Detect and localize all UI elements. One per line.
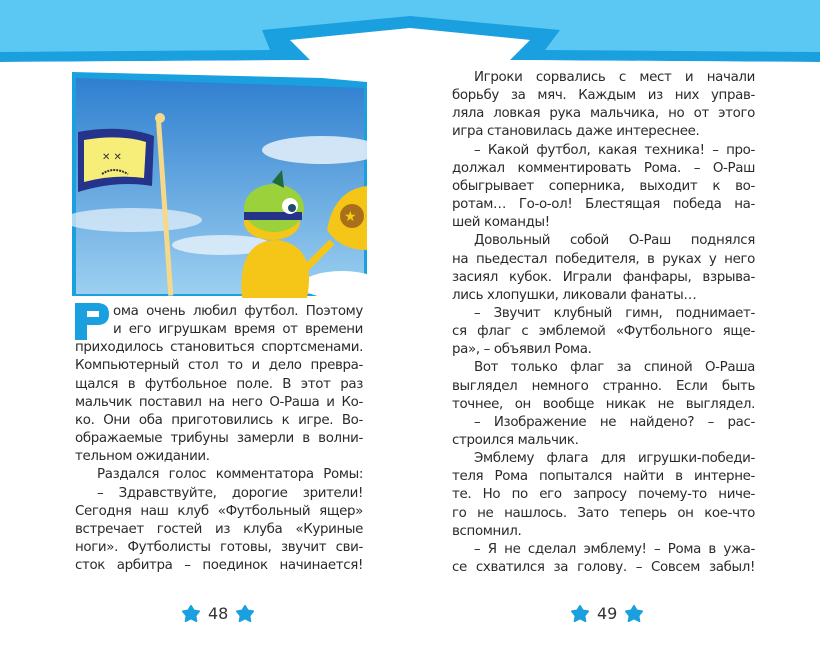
text-line: ображаемые трибуны замерли в волни-: [75, 431, 363, 447]
text-line: теля Рома попытался найти в интерне-: [452, 469, 755, 485]
text-line: щался в футбольное поле. В этот раз: [75, 376, 363, 392]
text-line: точнее, он вообще никак не выглядел.: [452, 396, 755, 412]
svg-text:★: ★: [344, 209, 357, 225]
text-line: – Звучит клубный гимн, поднимает-: [474, 305, 755, 321]
text-line: се схватился за голову. – Совсем забыл!: [452, 560, 755, 576]
text-line: мальчик поставил на него О-Раша и Ко-: [75, 394, 363, 410]
flower-icon: [236, 605, 254, 623]
text-line: засиял кубок. Играли фанфары, взрыва-: [452, 269, 755, 285]
page-number: 48: [208, 604, 229, 623]
text-line: Раздался голос комментатора Ромы:: [97, 467, 363, 483]
text-line: игра становилась даже интереснее.: [452, 124, 700, 140]
text-line: ляла ловкая рука мальчика, но от этого: [452, 106, 755, 122]
text-line: строился мальчик.: [452, 433, 579, 448]
text-line: тельном ожидании.: [75, 449, 210, 465]
text-line: лись хлопушки, ликовали фанаты…: [452, 287, 697, 303]
text-line: встречает гостей из клуба «Куриные: [75, 521, 363, 537]
text-line: – Здравствуйте, дорогие зрители!: [97, 485, 363, 501]
text-line: Вот только флаг за спиной О-Раша: [474, 360, 755, 376]
text-line: обыгрывает соперника, выходит к во-: [452, 178, 755, 194]
flower-icon: [625, 605, 643, 623]
text-line: ра», – объявил Рома.: [452, 342, 592, 358]
text-line: выглядел немного странно. Если быть: [452, 378, 755, 394]
flag-sad-face: [78, 129, 154, 192]
drop-cap: [75, 303, 109, 340]
text-line: го не нашлось. Зато теперь он кое-что: [452, 505, 755, 521]
text-line: вспомнил.: [452, 523, 522, 539]
flower-icon: [571, 605, 589, 623]
page-number: 49: [597, 604, 618, 623]
text-line: те. Но по его запросу почему-то ниче-: [452, 487, 755, 503]
text-line: Довольный собой О-Раш поднялся: [474, 233, 755, 249]
text-line: сток арбитра – поединок начинается!: [75, 558, 363, 574]
text-line: должал комментировать Рома. – О-Раш: [452, 160, 755, 176]
text-line: шей команды!: [452, 215, 550, 231]
flower-icon: [182, 605, 200, 623]
text-line: ко. Они оба приготовились к игре. Во-: [75, 412, 363, 428]
page-number-left: [182, 604, 254, 623]
text-line: Игроки сорвались с мест и начали: [474, 70, 755, 85]
text-line: ся флаг с эмблемой «Футбольного яще-: [452, 324, 755, 340]
text-line: Сегодня наш клуб «Футбольный ящер»: [75, 503, 363, 519]
text-line: борьбу за мяч. Каждым из них управ-: [452, 88, 755, 104]
text-line: – Изображение не найдено? – рас-: [474, 414, 755, 430]
svg-text:✕ ✕: ✕ ✕: [102, 152, 122, 163]
text-line: ротам… Го-о-ол! Блестящая победа на-: [452, 197, 755, 213]
text-line: и его игрушкам время от времени: [113, 322, 363, 338]
text-line: Эмблему флага для игрушки-победи-: [474, 451, 755, 467]
illustration: [72, 70, 367, 298]
page-number-right: [571, 604, 643, 623]
text-line: на пьедестал победителя, в руках у него: [452, 251, 755, 267]
text-line: ноги». Футболисты готовы, звучит сви-: [75, 539, 363, 555]
text-line: приходилось становиться спортсменами.: [75, 340, 363, 356]
header-banner: [0, 0, 820, 70]
text-line: Компьютерный стол то и дело превра-: [75, 358, 363, 374]
text-line: – Какой футбол, какая техника! – про-: [474, 142, 755, 158]
text-line: ома очень любил футбол. Поэтому: [113, 304, 363, 319]
text-line: – Я не сделал эмблему! – Рома в ужа-: [474, 541, 755, 557]
